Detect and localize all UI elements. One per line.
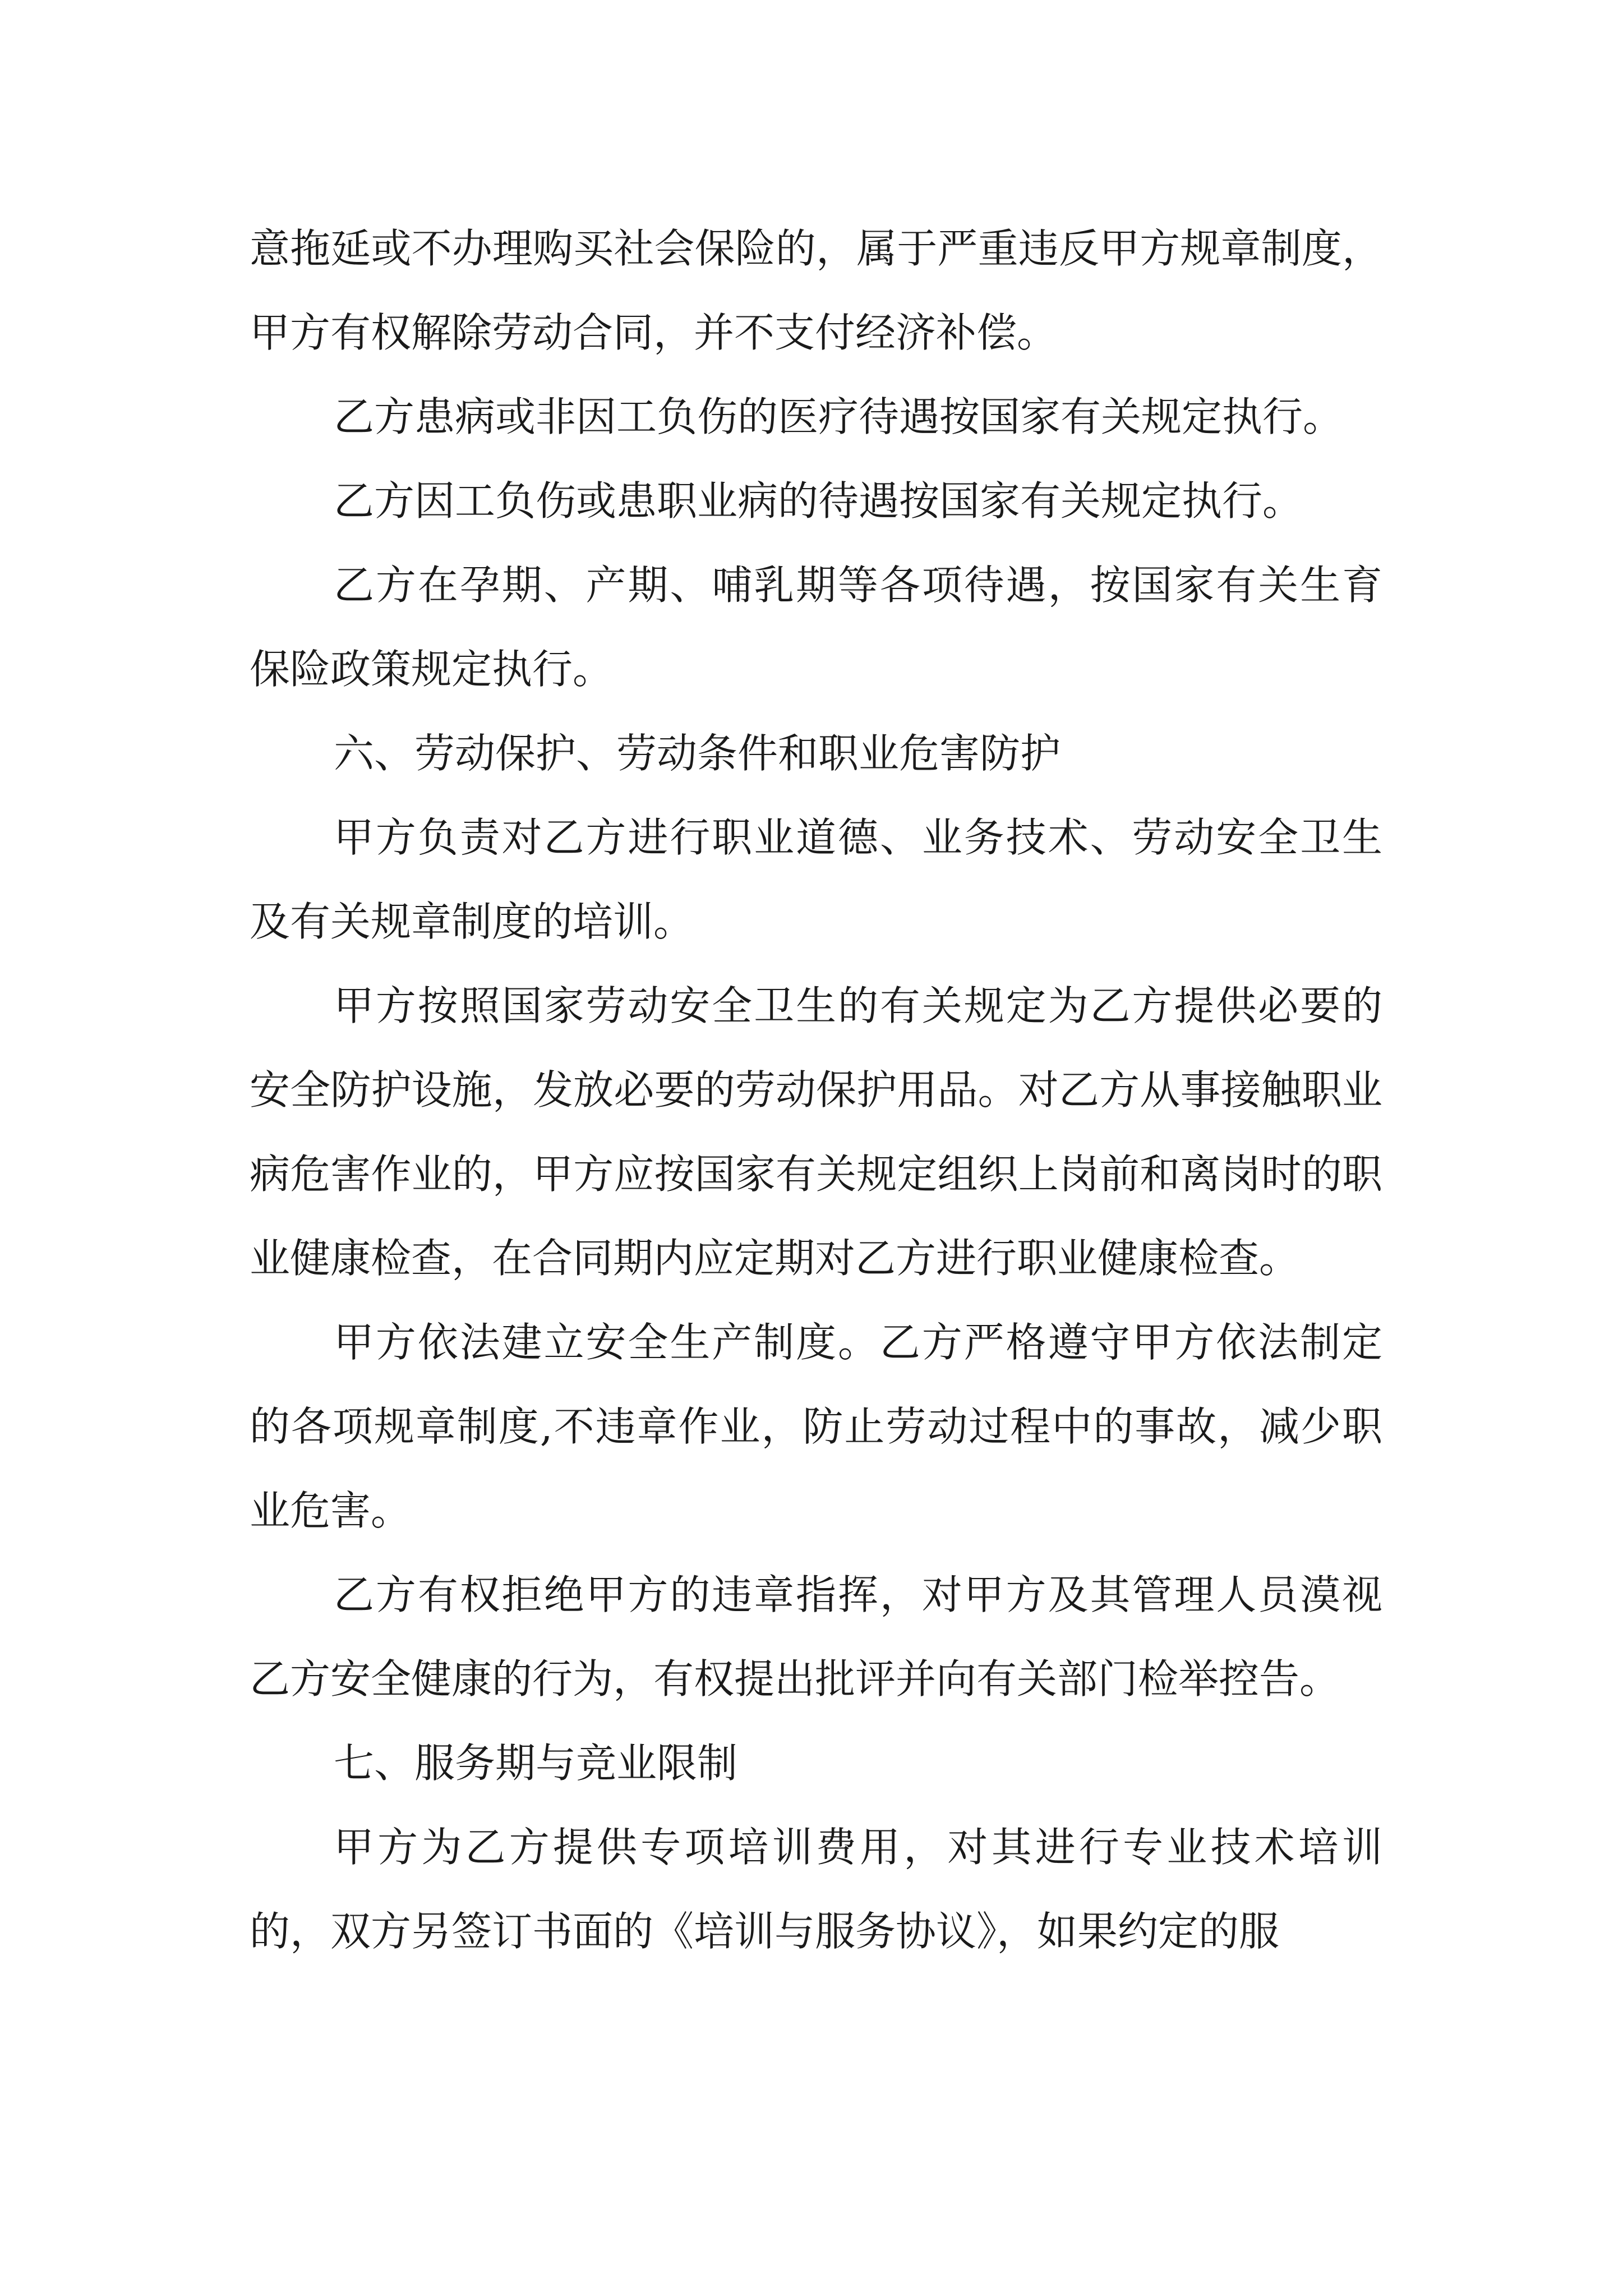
paragraph-illness-treatment: 乙方患病或非因工负伤的医疗待遇按国家有关规定执行。 <box>334 393 1344 440</box>
paragraph-work-injury: 乙方因工负伤或患职业病的待遇按国家有关规定执行。 <box>334 477 1303 524</box>
paragraph-training-agreement: 甲方为乙方提供专项培训费用，对其进行专业技术培训的，双方另签订书面的《培训与服务协议》，如果约定的服 <box>250 1824 1382 1955</box>
section-heading-service-period: 七、服务期与竞业限制 <box>334 1740 738 1787</box>
paragraph-safety-facilities: 甲方按照国家劳动安全卫生的有关规定为乙方提供必要的安全防护设施，发放必要的劳动保护用品。对乙方从事接触职业病危害作业的，甲方应按国家有关规定组织上岗前和离岗时的职业健康检查，在合同期内应定期对乙方进行职业健康检查。 <box>250 982 1382 1282</box>
paragraph-refuse-orders: 乙方有权拒绝甲方的违章指挥，对甲方及其管理人员漠视乙方安全健康的行为，有权提出批评并向有关部门检举控告。 <box>250 1571 1382 1703</box>
paragraph-training: 甲方负责对乙方进行职业道德、业务技术、劳动安全卫生及有关规章制度的培训。 <box>250 814 1382 945</box>
section-heading-labor-protection: 六、劳动保护、劳动条件和职业危害防护 <box>334 730 1061 777</box>
document-body <box>250 206 1382 1973</box>
paragraph-social-insurance: 意拖延或不办理购买社会保险的，属于严重违反甲方规章制度，甲方有权解除劳动合同，并不支付经济补偿。 <box>250 225 1382 356</box>
paragraph-safety-rules: 甲方依法建立安全生产制度。乙方严格遵守甲方依法制定的各项规章制度,不违章作业，防止劳动过程中的事故，减少职业危害。 <box>250 1319 1382 1534</box>
paragraph-maternity: 乙方在孕期、产期、哺乳期等各项待遇，按国家有关生育保险政策规定执行。 <box>250 562 1382 693</box>
